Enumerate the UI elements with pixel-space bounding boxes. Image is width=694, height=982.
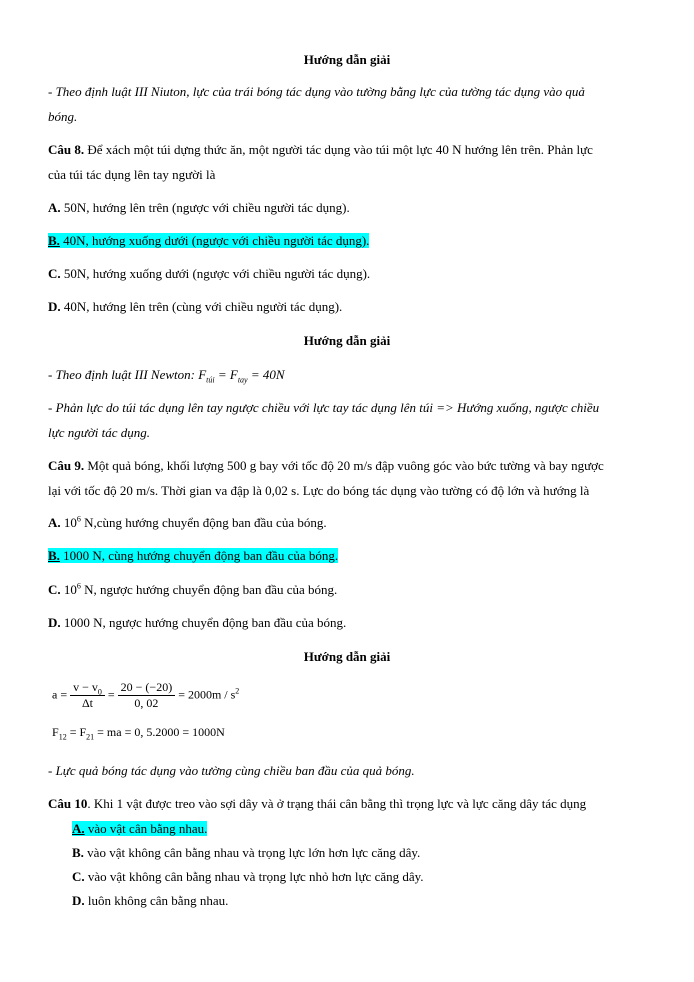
question-8-line-1 (48, 141, 646, 159)
q10-option-b-letter: B. (72, 845, 84, 860)
q10-option-c-text: vào vật không cân bằng nhau và trọng lực nhỏ hơn lực căng dây. (84, 869, 424, 884)
q8-solution-2-line-1: - Phản lực do túi tác dụng lên tay ngược chiều với lực tay tác dụng lên túi => Hướng xuống, ngược chiều (48, 400, 600, 415)
guide-heading-3: Hướng dẫn giải (303, 649, 391, 664)
q9-option-b (48, 547, 646, 565)
q9-option-b-letter: B. (48, 548, 60, 563)
q8-solution-2-line-2: lực người tác dụng. (48, 425, 150, 440)
q10-option-a-text: vào vật cân bằng nhau. (84, 821, 208, 836)
q9-option-c-letter: C. (48, 582, 61, 597)
question-9-line-1 (48, 457, 646, 475)
question-10-text: . Khi 1 vật được treo vào sợi dây và ở trạng thái cân bằng thì trọng lực và lực căng dây tác dụng (87, 796, 587, 811)
eq2-p1: F (52, 725, 59, 739)
q8-option-c (48, 265, 646, 283)
q10-option-d-letter: D. (72, 893, 85, 908)
q8-sol1-sub2: tay (237, 375, 248, 385)
q9-option-b-highlight (48, 548, 338, 563)
question-10-label: Câu 10 (48, 796, 88, 811)
eq1-f1-den: Δt (81, 696, 94, 710)
q8-option-d-letter: D. (48, 299, 61, 314)
eq2-p2: = F (66, 725, 87, 739)
q8-option-c-text: 50N, hướng xuống dưới (ngược với chiều người tác dụng). (63, 266, 371, 281)
q10-option-d (72, 892, 646, 910)
eq1-f2-num: 20 − (−20) (118, 680, 176, 696)
question-8-line-2: của túi tác dụng lên tay người là (48, 167, 216, 182)
question-9-line-2: lại với tốc độ 20 m/s. Thời gian va đập là 0,02 s. Lực do bóng tác dụng vào tường có độ lớn và hướng là (48, 483, 590, 498)
eq1-rhs-sup: 2 (235, 686, 240, 696)
q9-option-b-text: 1000 N, cùng hướng chuyển động ban đầu của bóng. (63, 548, 339, 563)
q8-option-b (48, 232, 646, 250)
eq1-fraction-1 (70, 680, 105, 711)
q9-option-c-text: N, ngược hướng chuyển động ban đầu của bóng. (80, 582, 338, 597)
guide-heading-2: Hướng dẫn giải (303, 333, 391, 348)
q9-option-d-letter: D. (48, 615, 61, 630)
q8-option-d-text: 40N, hướng lên trên (cùng với chiều người tác dụng). (63, 299, 343, 314)
q8-option-b-text: 40N, hướng xuống dưới (ngược với chiều người tác dụng). (63, 233, 370, 248)
eq1-lhs: a = (52, 687, 68, 702)
q10-option-a-letter: A. (72, 821, 85, 836)
q8-option-a (48, 199, 646, 217)
q9-option-c-sup: 6 (76, 581, 81, 591)
q10-option-c-letter: C. (72, 869, 85, 884)
q8-option-a-text: 50N, hướng lên trên (ngược với chiều người tác dụng). (63, 200, 350, 215)
q9-conclusion: - Lực quả bóng tác dụng vào tường cùng chiều ban đầu của quả bóng. (48, 763, 415, 778)
force-equation (52, 725, 225, 740)
q8-sol1-prefix: - Theo định luật III Newton: F (48, 367, 207, 382)
q8-option-a-letter: A. (48, 200, 61, 215)
q10-option-a-highlight (72, 821, 207, 836)
q9-option-c (48, 581, 646, 599)
q9-option-c-pre: 10 (63, 582, 77, 597)
q8-option-d (48, 298, 646, 316)
eq2-s2: 21 (86, 732, 95, 742)
q9-option-a-pre: 10 (63, 515, 77, 530)
q8-sol1-end: = 40N (247, 367, 285, 382)
q8-sol1-sub1: túi (206, 375, 215, 385)
q9-option-d-text: 1000 N, ngược hướng chuyển động ban đầu của bóng. (63, 615, 347, 630)
q9-option-a-sup: 6 (76, 514, 81, 524)
guide-heading-1: Hướng dẫn giải (303, 52, 391, 67)
acceleration-equation (52, 680, 239, 711)
q10-option-b-text: vào vật không cân bằng nhau và trọng lực lớn hơn lực căng dây. (83, 845, 421, 860)
question-8-text-1: Để xách một túi dựng thức ăn, một người tác dụng vào túi một lực 40 N hướng lên trên. Phản lực (87, 142, 593, 157)
eq1-f1-num-sub: 0 (97, 687, 102, 697)
q8-option-b-letter: B. (48, 233, 60, 248)
intro-line-1: - Theo định luật III Niuton, lực của trái bóng tác dụng vào tường bằng lực của tường tác dụng vào quả (48, 84, 585, 99)
eq1-f2-den: 0, 02 (134, 696, 159, 710)
eq2-s1: 12 (58, 732, 67, 742)
q9-option-a-letter: A. (48, 515, 61, 530)
q9-option-d (48, 614, 646, 632)
q8-sol1-mid: = F (214, 367, 238, 382)
q10-option-d-text: luôn không cân bằng nhau. (84, 893, 229, 908)
q8-option-b-highlight (48, 233, 369, 248)
eq2-p3: = ma = 0, 5.2000 = 1000N (94, 725, 225, 739)
eq1-fraction-2 (118, 680, 176, 711)
q9-option-a-text: N,cùng hướng chuyển động ban đầu của bóng. (80, 515, 327, 530)
q10-option-a (72, 820, 646, 838)
question-9-label: Câu 9. (48, 458, 85, 473)
question-8-label: Câu 8. (48, 142, 85, 157)
question-9-text-1: Một quả bóng, khối lượng 500 g bay với tốc độ 20 m/s đập vuông góc vào bức tường và bay ngược (87, 458, 604, 473)
eq1-f1-num: v − v (73, 680, 98, 694)
question-10-line (48, 795, 646, 813)
eq1-rhs: = 2000m / s (178, 687, 236, 702)
q8-solution-1 (48, 366, 646, 384)
eq1-equals: = (107, 687, 115, 702)
q10-option-c (72, 868, 646, 886)
q8-option-c-letter: C. (48, 266, 61, 281)
intro-line-2: bóng. (48, 109, 78, 124)
q10-option-b (72, 844, 646, 862)
q9-option-a (48, 514, 646, 532)
